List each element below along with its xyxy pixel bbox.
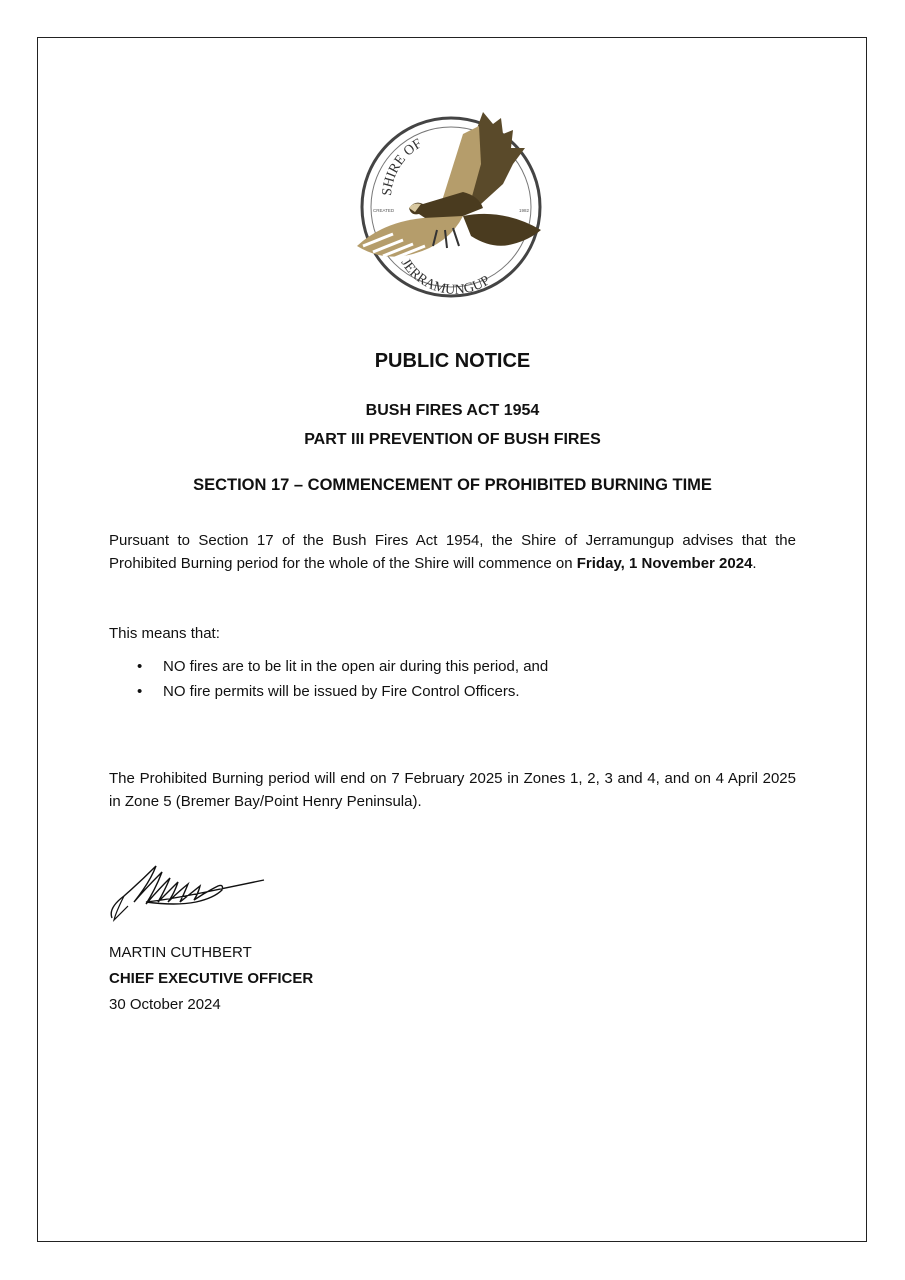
bullet-icon: • bbox=[137, 683, 143, 700]
act-heading: BUSH FIRES ACT 1954 bbox=[365, 402, 540, 419]
list-item: • NO fire permits will be issued by Fire Control Officers. bbox=[109, 681, 548, 706]
shire-of-jerramungup-logo bbox=[353, 104, 549, 304]
svg-text:JERRAMUNGUP: JERRAMUNGUP bbox=[397, 256, 493, 298]
means-intro: This means that: bbox=[109, 625, 220, 642]
list-item: • NO fires are to be lit in the open air during this period, and bbox=[109, 656, 548, 681]
end-date-paragraph: The Prohibited Burning period will end on 7 February 2025 in Zones 1, 2, 3 and 4, and on 4 April 2025 in Zone 5 (Bremer Bay/Point Henry Peninsula). bbox=[109, 770, 796, 810]
part-heading: PART III PREVENTION OF BUSH FIRES bbox=[304, 431, 601, 448]
commencement-date: Friday, 1 November 2024 bbox=[576, 554, 753, 572]
restrictions-list bbox=[109, 656, 548, 706]
svg-text:CREATED: CREATED bbox=[373, 208, 395, 213]
signatory-name: MARTIN CUTHBERT bbox=[109, 944, 252, 961]
signoff-block bbox=[109, 940, 313, 1018]
signatory-position: CHIEF EXECUTIVE OFFICER bbox=[109, 970, 314, 987]
bullet-icon: • bbox=[137, 658, 143, 675]
svg-text:SHIRE OF: SHIRE OF bbox=[379, 136, 425, 197]
notice-title: PUBLIC NOTICE bbox=[374, 350, 531, 372]
svg-text:1982: 1982 bbox=[519, 208, 530, 213]
section-heading: SECTION 17 – COMMENCEMENT OF PROHIBITED BURNING TIME bbox=[193, 476, 712, 494]
signature bbox=[106, 852, 268, 924]
signoff-date: 30 October 2024 bbox=[109, 996, 221, 1013]
commencement-paragraph: Pursuant to Section 17 of the Bush Fires Act 1954, the Shire of Jerramungup advises that the Prohibited Burning period for the whole of the Shire will commence on Friday, 1 November 2024. bbox=[109, 532, 796, 572]
